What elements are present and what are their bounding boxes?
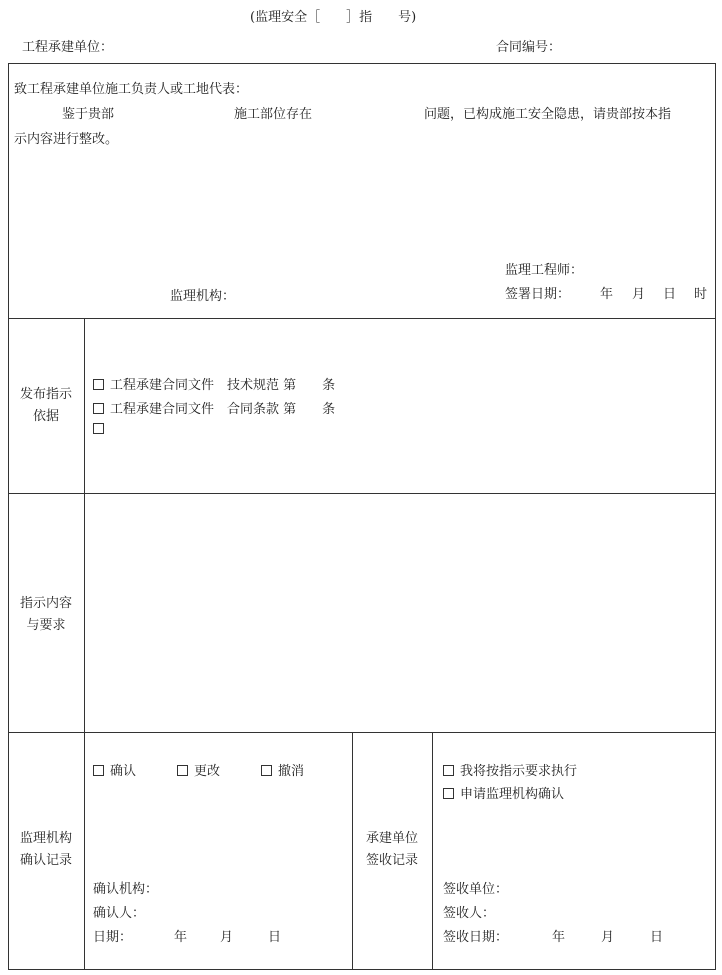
receipt-label-line2: 签收记录 <box>365 853 418 868</box>
form-number: (监理安全［ ］指 号) <box>250 10 417 25</box>
confirm-person-label: 确认人： <box>93 906 146 921</box>
checkbox[interactable] <box>443 765 454 776</box>
notice-text-3: 问题，已构成施工安全隐患，请贵部按本指 <box>424 107 672 122</box>
confirm-option-label: 撤消 <box>278 764 305 779</box>
receipt-date-label: 签收日期： <box>443 930 509 945</box>
addressee: 致工程承建单位施工负责人或工地代表： <box>14 82 249 97</box>
notice-text-2: 施工部位存在 <box>234 107 313 122</box>
receipt-option-label: 申请监理机构确认 <box>460 787 565 802</box>
confirm-option-confirm[interactable] <box>93 760 136 779</box>
receipt-date-month: 月 <box>601 930 615 945</box>
receipt-label-line1: 承建单位 <box>365 831 418 846</box>
confirm-label <box>8 828 84 872</box>
checkbox[interactable] <box>177 765 188 776</box>
checkbox[interactable] <box>261 765 272 776</box>
basis-label-line1: 发布指示 <box>19 387 72 402</box>
basis-label <box>8 384 84 428</box>
receipt-option-request[interactable] <box>443 783 564 802</box>
instruction-label <box>8 593 84 637</box>
confirm-label-line1: 监理机构 <box>19 831 72 846</box>
confirm-date-day: 日 <box>268 930 282 945</box>
contractor-label: 工程承建单位： <box>22 40 114 55</box>
receipt-label <box>352 828 432 872</box>
date-hour: 时 <box>694 287 708 302</box>
engineer-label: 监理工程师： <box>505 263 584 278</box>
confirm-option-revoke[interactable] <box>261 760 304 779</box>
receipt-date-day: 日 <box>650 930 664 945</box>
notice-text-1: 鉴于贵部 <box>62 107 115 122</box>
basis-option-2-text: 工程承建合同文件 合同条款 第 条 <box>110 402 336 417</box>
date-year: 年 <box>600 287 614 302</box>
basis-option-3[interactable] <box>93 422 110 437</box>
contract-no-label: 合同编号： <box>496 40 562 55</box>
basis-option-1[interactable] <box>93 374 335 393</box>
checkbox[interactable] <box>93 765 104 776</box>
confirm-label-line2: 确认记录 <box>19 853 72 868</box>
basis-option-1-text: 工程承建合同文件 技术规范 第 条 <box>110 378 336 393</box>
date-day: 日 <box>663 287 677 302</box>
checkbox[interactable] <box>93 423 104 434</box>
confirm-option-label: 更改 <box>194 764 221 779</box>
basis-label-line2: 依据 <box>32 409 59 424</box>
instruction-label-line2: 与要求 <box>26 618 66 633</box>
sign-date-label: 签署日期： <box>505 287 571 302</box>
instruction-label-line1: 指示内容 <box>19 596 72 611</box>
receipt-option-execute[interactable] <box>443 760 577 779</box>
confirm-date-month: 月 <box>220 930 234 945</box>
org-label: 监理机构： <box>170 289 236 304</box>
receipt-option-label: 我将按指示要求执行 <box>460 764 578 779</box>
receipt-date-year: 年 <box>552 930 566 945</box>
confirm-option-label: 确认 <box>110 764 137 779</box>
checkbox[interactable] <box>443 788 454 799</box>
confirm-date-label: 日期： <box>93 930 133 945</box>
basis-option-2[interactable] <box>93 398 335 417</box>
receipt-unit-label: 签收单位： <box>443 882 509 897</box>
checkbox[interactable] <box>93 403 104 414</box>
notice-text-line2: 示内容进行整改。 <box>14 132 119 147</box>
confirm-org-label: 确认机构： <box>93 882 159 897</box>
checkbox[interactable] <box>93 379 104 390</box>
confirm-date-year: 年 <box>174 930 188 945</box>
receipt-person-label: 签收人： <box>443 906 496 921</box>
confirm-option-change[interactable] <box>177 760 220 779</box>
date-month: 月 <box>632 287 646 302</box>
